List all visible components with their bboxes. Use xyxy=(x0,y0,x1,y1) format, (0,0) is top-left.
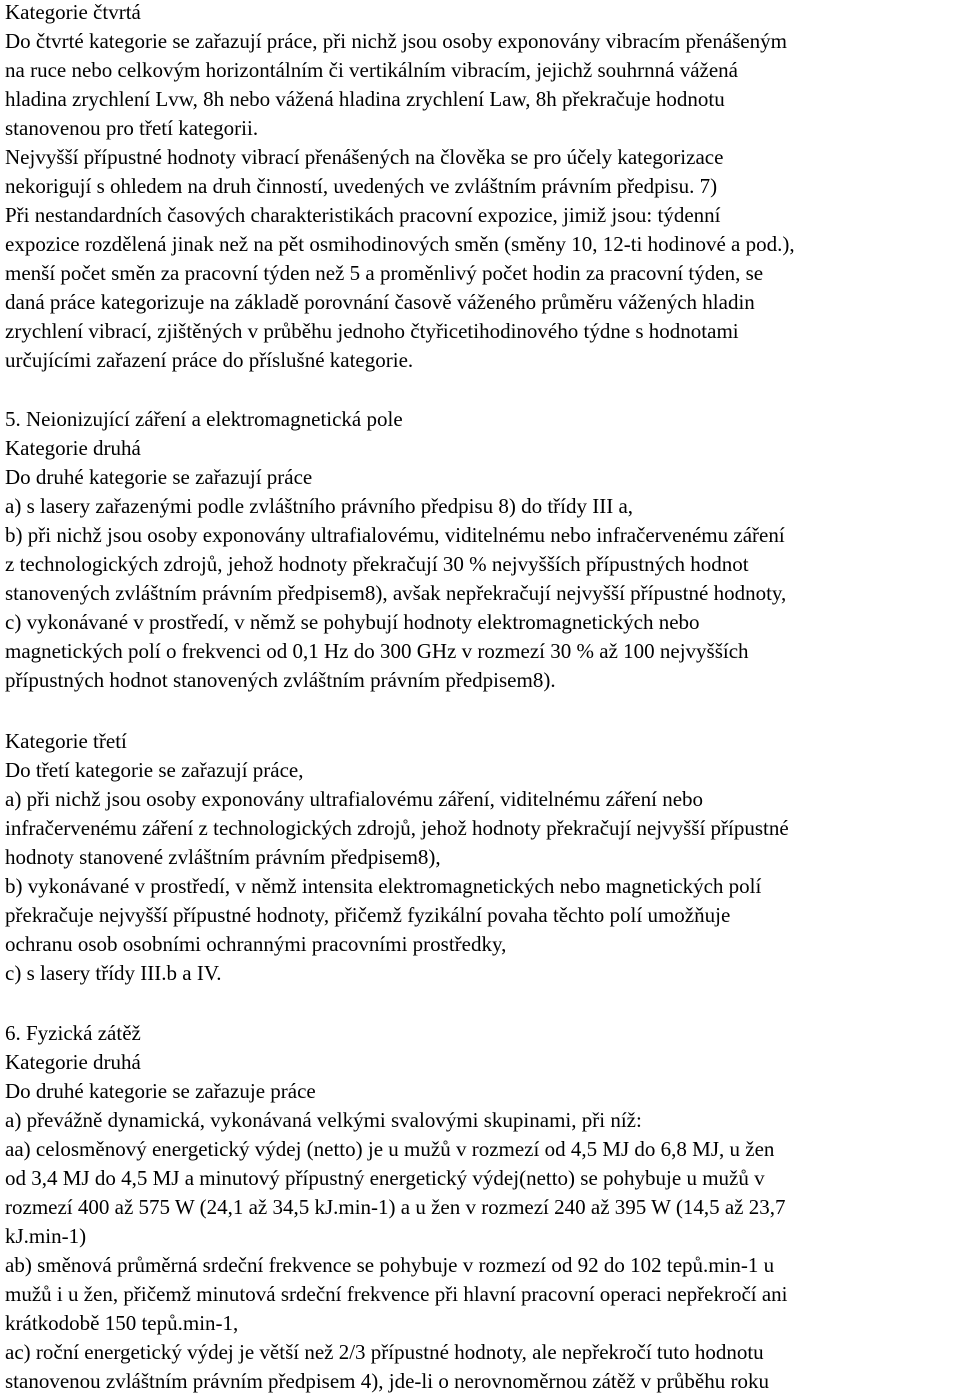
text-line: Do čtvrté kategorie se zařazují práce, při nichž jsou osoby exponovány vibracím přenášeným xyxy=(5,29,787,53)
text-line: z technologických zdrojů, jehož hodnoty překračují 30 % nejvyšších přípustných hodnot xyxy=(5,552,749,576)
text-line: expozice rozdělená jinak než na pět osmihodinových směn (směny 10, 12-ti hodinové a pod.), xyxy=(5,232,795,256)
text-line: překračuje nejvyšší přípustné hodnoty, přičemž fyzikální povaha těchto polí umožňuje xyxy=(5,903,731,927)
text-line: c) vykonávané v prostředí, v němž se pohybují hodnoty elektromagnetických nebo xyxy=(5,610,700,634)
text-line: hladina zrychlení Lvw, 8h nebo vážená hladina zrychlení Law, 8h překračuje hodnotu xyxy=(5,87,725,111)
text-line: zrychlení vibrací, zjištěných v průběhu jednoho čtyřicetihodinového týdne s hodnotami xyxy=(5,319,739,343)
text-line: přípustných hodnot stanovených zvláštním právním předpisem8). xyxy=(5,668,556,692)
text-line: Do druhé kategorie se zařazují práce xyxy=(5,465,313,489)
text-line: magnetických polí o frekvenci od 0,1 Hz do 300 GHz v rozmezí 30 % až 100 nejvyšších xyxy=(5,639,749,663)
text-line: Nejvyšší přípustné hodnoty vibrací přenášených na člověka se pro účely kategorizace xyxy=(5,145,724,169)
text-line: na ruce nebo celkovým horizontálním či vertikálním vibracím, jejichž souhrnná vážená xyxy=(5,58,738,82)
text-line: stanovenou pro třetí kategorii. xyxy=(5,116,259,140)
text-line: ochranu osob osobními ochrannými pracovními prostředky, xyxy=(5,932,507,956)
text-line: Do třetí kategorie se zařazují práce, xyxy=(5,758,304,782)
text-line: krátkodobě 150 tepů.min-1, xyxy=(5,1311,239,1335)
text-line: od 3,4 MJ do 4,5 MJ a minutový přípustný energetický výdej(netto) se pohybuje u mužů v xyxy=(5,1166,765,1190)
text-line: rozmezí 400 až 575 W (24,1 až 34,5 kJ.min-1) a u žen v rozmezí 240 až 395 W (14,5 až 23,7 xyxy=(5,1195,786,1219)
text-line: aa) celosměnový energetický výdej (netto) je u mužů v rozmezí od 4,5 MJ do 6,8 MJ, u žen xyxy=(5,1137,775,1161)
text-line: b) při nichž jsou osoby exponovány ultrafialovému, viditelnému nebo infračervenému záření xyxy=(5,523,785,547)
category-heading: Kategorie druhá xyxy=(5,436,141,460)
text-line: stanovenou zvláštním právním předpisem 4), jde-li o nerovnoměrnou zátěž v průběhu roku xyxy=(5,1369,769,1393)
text-line: infračervenému záření z technologických zdrojů, jehož hodnoty překračují nejvyšší přípustné xyxy=(5,816,789,840)
text-line: mužů i u žen, přičemž minutová srdeční frekvence při hlavní pracovní operaci nepřekročí ani xyxy=(5,1282,788,1306)
text-line: daná práce kategorizuje na základě porovnání časově váženého průměru vážených hladin xyxy=(5,290,755,314)
text-line: hodnoty stanovené zvláštním právním předpisem8), xyxy=(5,845,441,869)
text-line: nekorigují s ohledem na druh činností, uvedených ve zvláštním právním předpisu. 7) xyxy=(5,174,718,198)
section-heading: 6. Fyzická zátěž xyxy=(5,1021,141,1045)
text-line: a) při nichž jsou osoby exponovány ultrafialovému záření, viditelnému záření nebo xyxy=(5,787,704,811)
text-line: a) převážně dynamická, vykonávaná velkými svalovými skupinami, při níž: xyxy=(5,1108,642,1132)
text-line: ab) směnová průměrná srdeční frekvence se pohybuje v rozmezí od 92 do 102 tepů.min-1 u xyxy=(5,1253,775,1277)
text-line: kJ.min-1) xyxy=(5,1224,87,1248)
text-line: Kategorie čtvrtá xyxy=(5,0,141,24)
text-line: ac) roční energetický výdej je větší než 2/3 přípustné hodnoty, ale nepřekročí tuto hodnotu xyxy=(5,1340,764,1364)
text-line: Do druhé kategorie se zařazuje práce xyxy=(5,1079,316,1103)
category-heading: Kategorie druhá xyxy=(5,1050,141,1074)
text-line: a) s lasery zařazenými podle zvláštního právního předpisu 8) do třídy III a, xyxy=(5,494,634,518)
text-line: stanovených zvláštním právním předpisem8), avšak nepřekračují nejvyšší přípustné hodnoty, xyxy=(5,581,787,605)
text-line: Při nestandardních časových charakteristikách pracovní expozice, jimiž jsou: týdenní xyxy=(5,203,721,227)
text-line: menší počet směn za pracovní týden než 5 a proměnlivý počet hodin za pracovní týden, se xyxy=(5,261,764,285)
category-heading: Kategorie třetí xyxy=(5,729,127,753)
section-heading: 5. Neionizující záření a elektromagnetická pole xyxy=(5,407,403,431)
text-line: b) vykonávané v prostředí, v němž intensita elektromagnetických nebo magnetických polí xyxy=(5,874,762,898)
text-line: určujícími zařazení práce do příslušné kategorie. xyxy=(5,348,414,372)
text-line: c) s lasery třídy III.b a IV. xyxy=(5,961,222,985)
